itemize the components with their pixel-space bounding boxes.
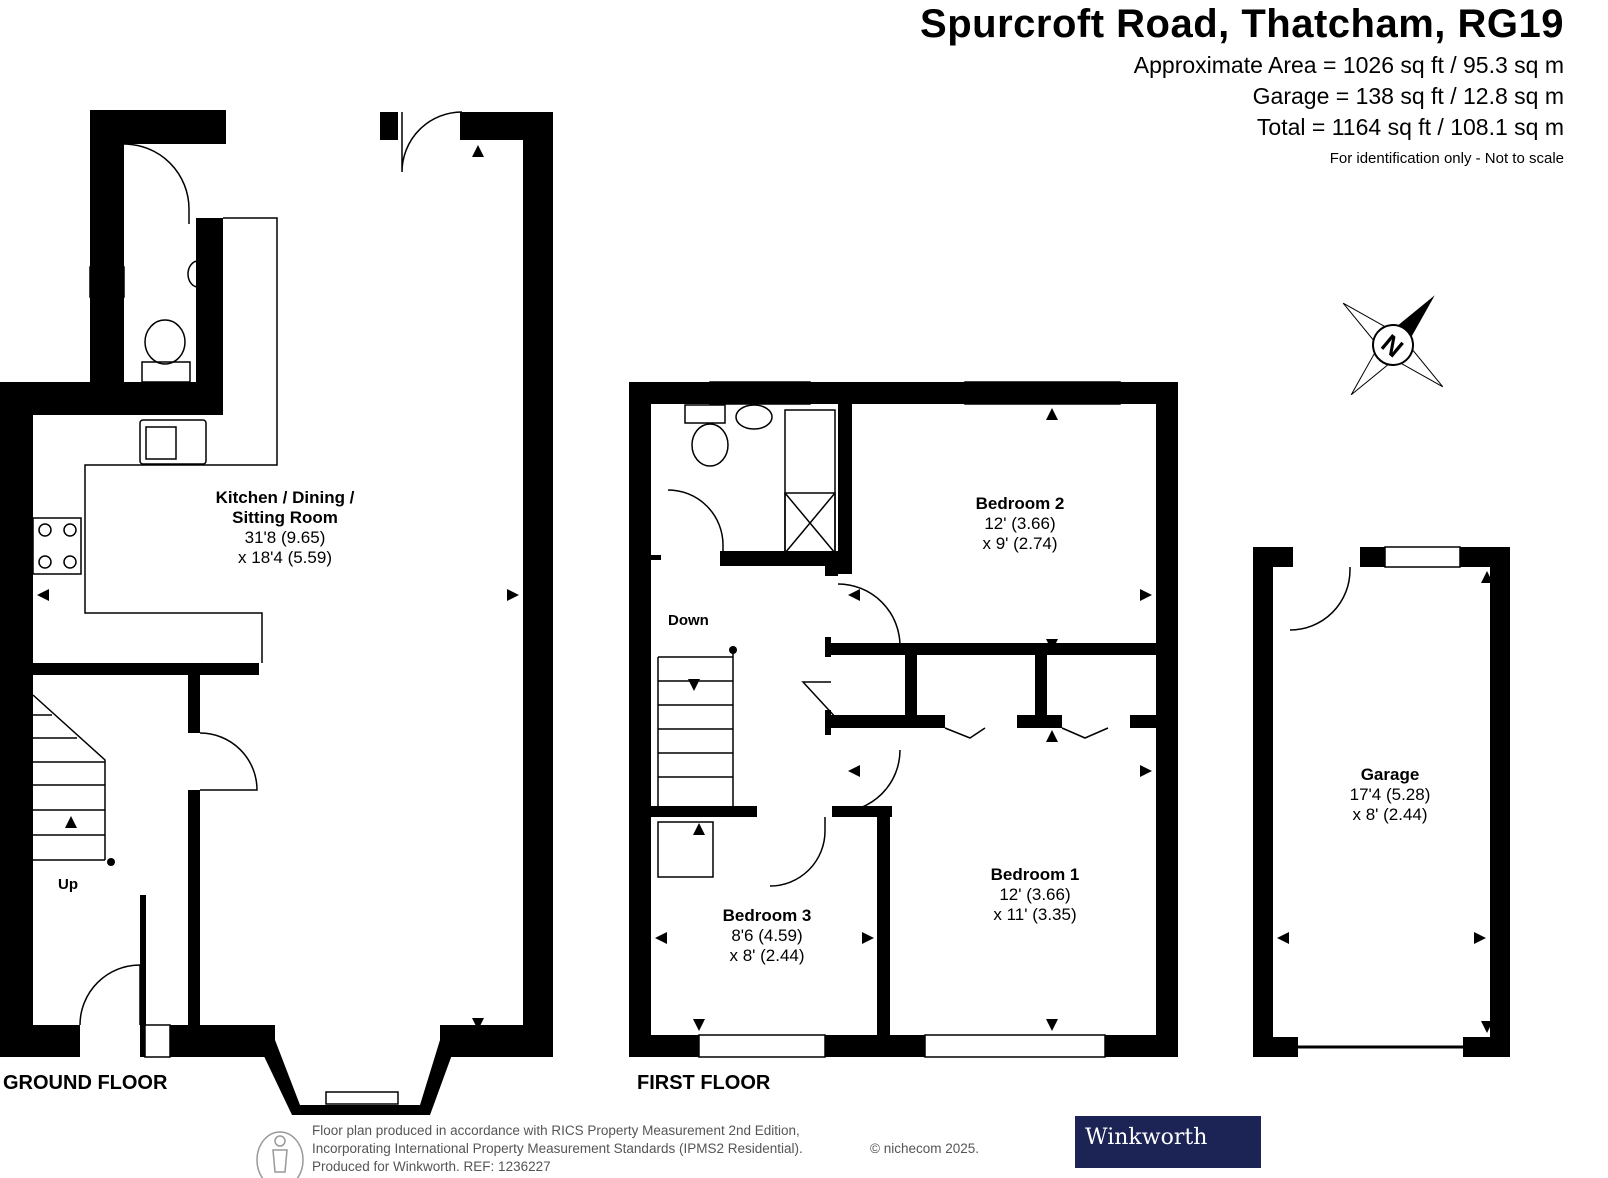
winkworth-logo: Winkworth xyxy=(1075,1116,1261,1168)
room-label-bedroom-1: Bedroom 1 12' (3.66) x 11' (3.35) xyxy=(990,865,1080,924)
stairs-up-label: Up xyxy=(58,876,78,893)
garage-area: Garage = 138 sq ft / 12.8 sq m xyxy=(1252,83,1564,109)
dimension-arrows xyxy=(37,145,1493,1033)
approximate-area: Approximate Area = 1026 sq ft / 95.3 sq m xyxy=(1133,52,1564,78)
page-title: Spurcroft Road, Thatcham, RG19 xyxy=(920,2,1564,46)
scale-note: For identification only - Not to scale xyxy=(1329,150,1564,167)
ground-floor-label: GROUND FLOOR xyxy=(3,1072,168,1094)
room-label-bedroom-3: Bedroom 3 8'6 (4.59) x 8' (2.44) xyxy=(722,906,812,965)
first-floor-label: FIRST FLOOR xyxy=(637,1072,771,1094)
stairs-down-label: Down xyxy=(668,612,709,629)
person-icon xyxy=(257,1132,303,1178)
room-label-kitchen: Kitchen / Dining / Sitting Room 31'8 (9.65) x 18'4 (5.59) xyxy=(215,488,355,567)
total-area: Total = 1164 sq ft / 108.1 sq m xyxy=(1256,114,1564,140)
footer-notes: Floor plan produced in accordance with RICS Property Measurement 2nd Edition, Incorporating International Property Measurement Standards (IPMS2 Residential). Produced for Winkworth. REF: 1236227 xyxy=(312,1123,803,1174)
copyright: © nichecom 2025. xyxy=(870,1141,980,1156)
compass-letter: N xyxy=(1375,328,1410,364)
room-label-bedroom-2: Bedroom 2 12' (3.66) x 9' (2.74) xyxy=(975,494,1065,553)
room-label-garage: Garage 17'4 (5.28) x 8' (2.44) xyxy=(1349,765,1431,824)
